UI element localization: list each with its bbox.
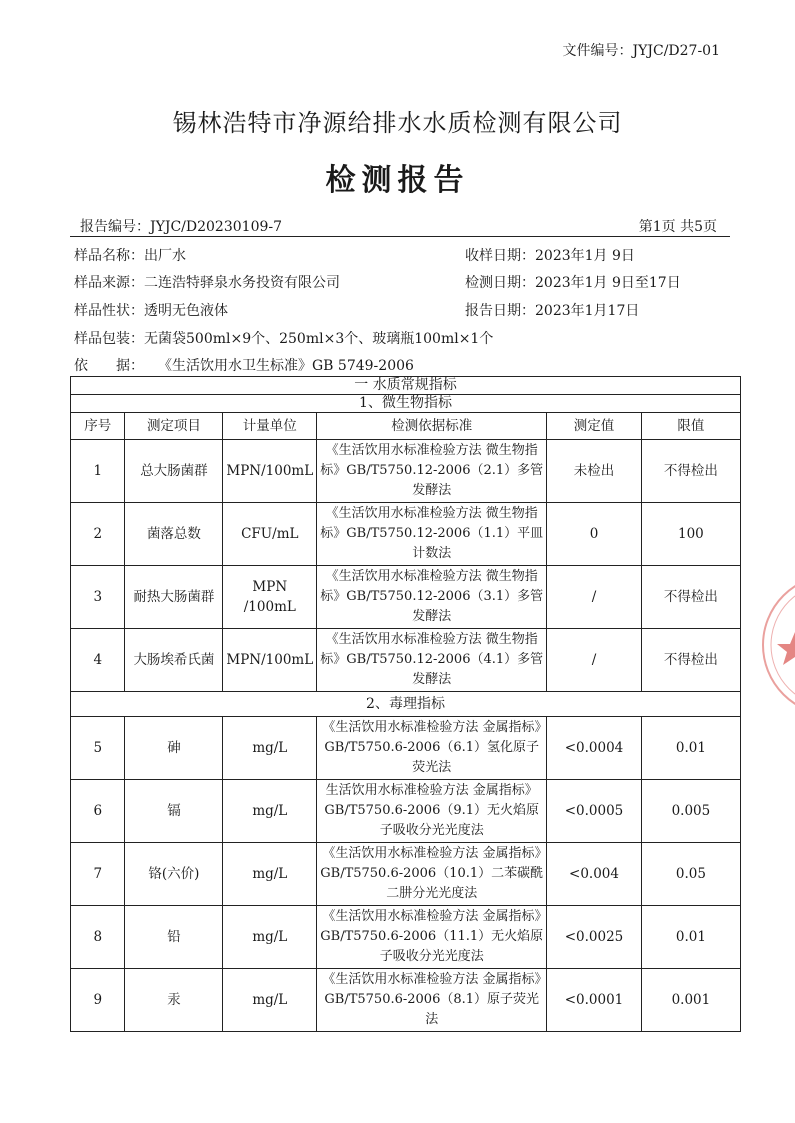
row-number: 5 xyxy=(71,717,125,780)
row-number: 9 xyxy=(71,969,125,1032)
test-date: 检测日期：2023年1月 9日至17日 xyxy=(465,275,681,291)
measured-value: <0.0001 xyxy=(547,969,642,1032)
limit-value: 不得检出 xyxy=(641,566,740,629)
measured-value: 未检出 xyxy=(547,440,642,503)
method-standard: 《生活饮用水标准检验方法 金属指标》GB/T5750.6-2006（11.1）无火焰原子吸收分光光度法 xyxy=(317,906,547,969)
measured-value: <0.0005 xyxy=(547,780,642,843)
receive-date: 收样日期：2023年1月 9日 xyxy=(465,248,635,264)
method-standard: 《生活饮用水标准检验方法 微生物指标》GB/T5750.12-2006（2.1）多管发酵法 xyxy=(317,440,547,503)
row-number: 3 xyxy=(71,566,125,629)
measured-value: / xyxy=(547,566,642,629)
test-item: 耐热大肠菌群 xyxy=(125,566,223,629)
table-row xyxy=(71,843,741,906)
table-row xyxy=(71,503,741,566)
header-limit: 限值 xyxy=(641,413,740,440)
header-item: 测定项目 xyxy=(125,413,223,440)
method-standard: 《生活饮用水标准检验方法 金属指标》GB/T5750.6-2006（6.1）氢化原子荧光法 xyxy=(317,717,547,780)
row-number: 2 xyxy=(71,503,125,566)
limit-value: 0.01 xyxy=(641,717,740,780)
unit: MPN/100mL xyxy=(223,629,317,692)
method-standard: 《生活饮用水标准检验方法 微生物指标》GB/T5750.12-2006（1.1）平皿计数法 xyxy=(317,503,547,566)
limit-value: 0.01 xyxy=(641,906,740,969)
row-number: 8 xyxy=(71,906,125,969)
sample-name: 样品名称：出厂水 xyxy=(74,248,186,264)
limit-value: 不得检出 xyxy=(641,629,740,692)
test-item: 汞 xyxy=(125,969,223,1032)
report-title: 检测报告 xyxy=(325,163,470,198)
row-number: 7 xyxy=(71,843,125,906)
header-no: 序号 xyxy=(71,413,125,440)
subsection-microbial: 1、微生物指标 xyxy=(71,395,741,413)
page-number: 第1页 共5页 xyxy=(638,219,717,235)
company-name: 锡林浩特市净源给排水水质检测有限公司 xyxy=(172,109,623,137)
measured-value: / xyxy=(547,629,642,692)
section-title: 一 水质常规指标 xyxy=(71,377,741,395)
row-number: 1 xyxy=(71,440,125,503)
table-row xyxy=(71,717,741,780)
report-date: 报告日期：2023年1月17日 xyxy=(465,303,640,319)
header-rule xyxy=(70,236,730,237)
header-method: 检测依据标准 xyxy=(317,413,547,440)
basis-label: 依 据： xyxy=(74,358,144,374)
limit-value: 0.005 xyxy=(641,780,740,843)
results-table xyxy=(70,376,741,1032)
unit: mg/L xyxy=(223,843,317,906)
method-standard: 生活饮用水标准检验方法 金属指标》 GB/T5750.6-2006（9.1）无火焰原子吸收分光光度法 xyxy=(317,780,547,843)
table-row xyxy=(71,566,741,629)
test-item: 铬(六价) xyxy=(125,843,223,906)
measured-value: <0.0004 xyxy=(547,717,642,780)
header-unit: 计量单位 xyxy=(223,413,317,440)
table-row xyxy=(71,969,741,1032)
test-item: 镉 xyxy=(125,780,223,843)
file-number: 文件编号：JYJC/D27-01 xyxy=(562,43,720,59)
header-value: 测定值 xyxy=(547,413,642,440)
subsection-toxicology: 2、毒理指标 xyxy=(71,692,741,717)
unit: CFU/mL xyxy=(223,503,317,566)
unit: mg/L xyxy=(223,717,317,780)
measured-value: <0.0025 xyxy=(547,906,642,969)
unit: mg/L xyxy=(223,969,317,1032)
table-header-row xyxy=(71,413,741,440)
method-standard: 《生活饮用水标准检验方法 微生物指标》GB/T5750.12-2006（3.1）多管发酵法 xyxy=(317,566,547,629)
sample-source: 样品来源：二连浩特驿泉水务投资有限公司 xyxy=(74,275,340,291)
method-standard: 《生活饮用水标准检验方法 金属指标》GB/T5750.6-2006（8.1）原子荧光法 xyxy=(317,969,547,1032)
method-standard: 《生活饮用水标准检验方法 微生物指标》GB/T5750.12-2006（4.1）多管发酵法 xyxy=(317,629,547,692)
red-seal-stamp xyxy=(755,570,795,720)
basis-standard: 《生活饮用水卫生标准》GB 5749-2006 xyxy=(158,358,414,374)
row-number: 4 xyxy=(71,629,125,692)
test-item: 总大肠菌群 xyxy=(125,440,223,503)
test-item: 大肠埃希氏菌 xyxy=(125,629,223,692)
table-row xyxy=(71,780,741,843)
measured-value: <0.004 xyxy=(547,843,642,906)
test-item: 铅 xyxy=(125,906,223,969)
limit-value: 100 xyxy=(641,503,740,566)
row-number: 6 xyxy=(71,780,125,843)
unit: MPN/100mL xyxy=(223,440,317,503)
limit-value: 0.001 xyxy=(641,969,740,1032)
unit: mg/L xyxy=(223,780,317,843)
table-row xyxy=(71,629,741,692)
limit-value: 0.05 xyxy=(641,843,740,906)
method-standard: 《生活饮用水标准检验方法 金属指标》GB/T5750.6-2006（10.1）二苯碳酰二肼分光光度法 xyxy=(317,843,547,906)
table-row xyxy=(71,440,741,503)
table-row xyxy=(71,906,741,969)
sample-package: 样品包装：无菌袋500ml×9个、250ml×3个、玻璃瓶100ml×1个 xyxy=(74,331,494,347)
report-number: 报告编号：JYJC/D20230109-7 xyxy=(80,219,283,235)
unit: MPN /100mL xyxy=(223,566,317,629)
unit: mg/L xyxy=(223,906,317,969)
sample-property: 样品性状：透明无色液体 xyxy=(74,303,228,319)
limit-value: 不得检出 xyxy=(641,440,740,503)
test-item: 砷 xyxy=(125,717,223,780)
test-item: 菌落总数 xyxy=(125,503,223,566)
measured-value: 0 xyxy=(547,503,642,566)
